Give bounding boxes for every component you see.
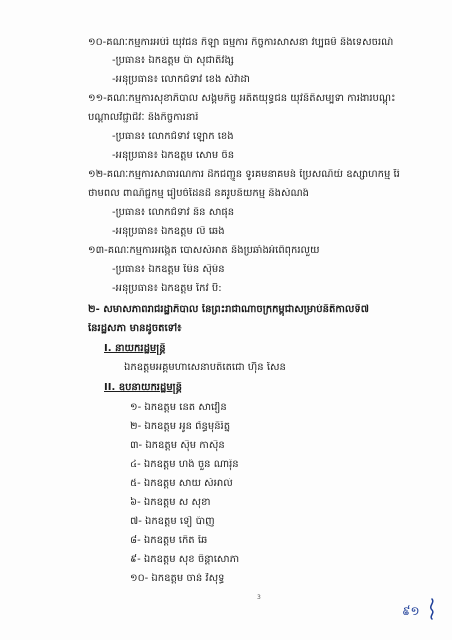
deputy-prime-minister-3: ៣- ឯកឧត្ដម ស៊ីម កាស៊ីន <box>130 440 225 451</box>
committee-11-vice-chair: -អនុប្រធាន៖ ឯកឧត្ដម សោម ចិន <box>112 150 235 161</box>
section-2-heading: ២- សមាសភាពរាជរដ្ឋាភិបាល នៃព្រះរាជាណាចក្រកម្ពុជាសម្រាប់នីតិកាលទី៧ <box>88 304 369 315</box>
stamp-number: ៩១ <box>402 604 420 618</box>
prime-minister-name: ឯកឧត្ដមអគ្គមហាសេនាបតីតេជោ ហ៊ុន សែន <box>124 362 286 373</box>
section-2-heading-continued: នៃរដ្ឋសភា មានដូចតទៅ៖ <box>88 323 182 334</box>
deputy-prime-minister-1: ១- ឯកឧត្ដម នេត សាវឿន <box>130 402 227 413</box>
deputy-prime-minister-5: ៥- ឯកឧត្ដម សាយ សំអាល់ <box>130 478 233 489</box>
committee-13-chair: -ប្រធាន៖ ឯកឧត្ដម ម៉ែន ស៊ីម៉ន <box>112 264 225 275</box>
committee-12-title: ១២-គណៈកម្មការសាធារណការ ដឹកជញ្ជូន ទូរគមនាគមន៍ ប្រៃសណីយ៍ ឧស្សាហកម្ម រ៉ែ <box>88 169 400 180</box>
deputy-prime-minister-7: ៧- ឯកឧត្ដម ទៀ ប៉ាញ <box>130 516 215 527</box>
committee-10-vice-chair: -អនុប្រធាន៖ លោកជំទាវ ខេង សំវ៉ាដា <box>112 74 250 85</box>
deputy-prime-minister-4: ៤- ឯកឧត្ដម ហង់ ចួន ណារ៉ុន <box>130 459 239 470</box>
committee-12-chair: -ប្រធាន៖ លោកជំទាវ និន សាផុន <box>112 207 235 218</box>
deputy-prime-ministers-heading: II. ឧបនាយករដ្ឋមន្ត្រី <box>104 382 183 393</box>
page-number: 3 <box>257 594 261 601</box>
committee-12-title-continued: ថាមពល ពាណិជ្ជកម្ម រៀបចំដែនដី នគរូបនីយកម្ម និងសំណង់ <box>88 188 310 199</box>
committee-11-title: ១១-គណៈកម្មការសុខាភិបាល សង្គមកិច្ច អតីតយុទ្ធជន យុវនីតិសម្បទា ការងារបណ្ដុះ <box>88 93 396 104</box>
committee-13-title: ១៣-គណៈកម្មការអង្កេត បោសសំអាត និងប្រឆាំងអំពើពុករលួយ <box>88 245 320 256</box>
committee-11-chair: -ប្រធាន៖ លោកជំទាវ ឡោក ខេង <box>112 131 234 142</box>
committee-13-vice-chair: -អនុប្រធាន៖ ឯកឧត្ដម កែវ ប៊ី: <box>112 283 222 294</box>
deputy-prime-minister-9: ៩- ឯកឧត្ដម សុខ ចិន្ដាសោភា <box>130 554 240 565</box>
deputy-prime-minister-2: ២- ឯកឧត្ដម អូន ព័ន្ធមុនីរ័ត្ន <box>130 421 231 432</box>
committee-10-title: ១០-គណៈកម្មការអប់រំ យុវជន កីឡា ធម្មការ កិច្ចការសាសនា វប្បធម៌ និងទេសចរណ៍ <box>88 37 394 48</box>
deputy-prime-minister-8: ៨- ឯកឧត្ដម កើត ឆៃ <box>130 535 208 546</box>
prime-minister-heading: I. នាយករដ្ឋមន្ត្រី <box>104 343 166 354</box>
committee-12-vice-chair: -អនុប្រធាន៖ ឯកឧត្ដម លី ឆេង <box>112 226 225 237</box>
committee-10-chair: -ប្រធាន៖ ឯកឧត្ដម ប៉ា សុជាតិវង្ស <box>112 55 234 66</box>
deputy-prime-minister-10: ១០- ឯកឧត្ដម ចាន់ វិសុទ្ធ <box>130 573 225 584</box>
committee-11-title-continued: បណ្ដាលវិជ្ជាជីវៈ និងកិច្ចការនារី <box>88 112 199 123</box>
deputy-prime-minister-6: ៦- ឯកឧត្ដម ស សុខា <box>130 497 211 508</box>
paraph-stroke <box>431 599 433 619</box>
handwritten-paraph-mark <box>427 598 437 620</box>
